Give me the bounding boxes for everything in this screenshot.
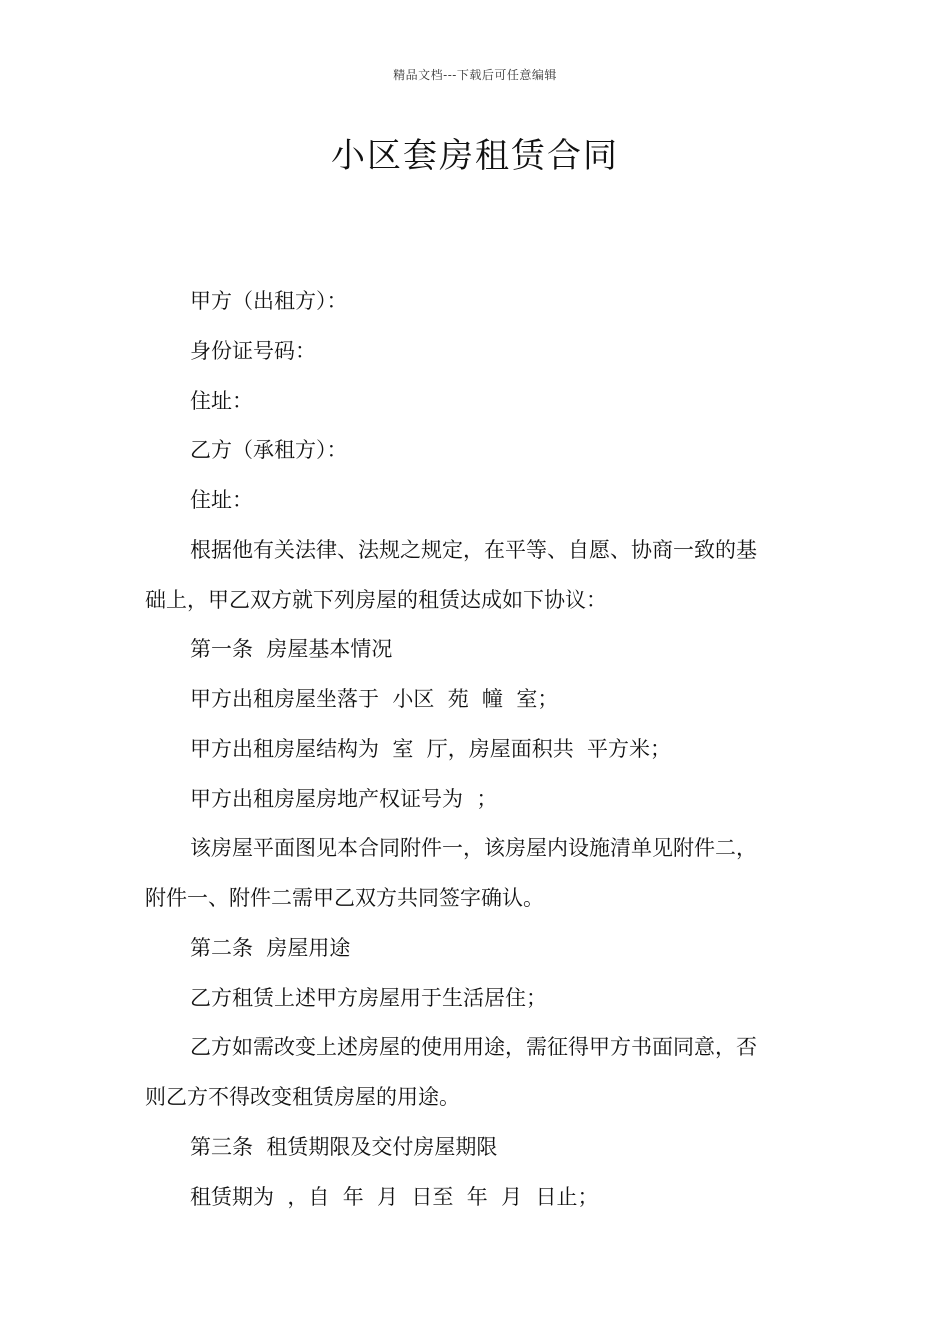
article-1-attachments-1: 该房屋平面图见本合同附件一，该房屋内设施清单见附件二，: [190, 836, 757, 860]
article-1-certificate: 甲方出租房屋房地产权证号为 ；: [190, 787, 498, 811]
party-a-address-line: 住址：: [190, 389, 253, 413]
party-b-address-line: 住址：: [190, 488, 253, 512]
preamble-line-2: 础上，甲乙双方就下列房屋的租赁达成如下协议：: [145, 588, 607, 612]
header-note: 精品文档---下载后可任意编辑: [393, 68, 557, 82]
document-title: 小区套房租赁合同: [331, 136, 619, 176]
party-a-line: 甲方（出租方）：: [190, 289, 348, 313]
article-2-change-2: 则乙方不得改变租赁房屋的用途。: [145, 1085, 460, 1109]
article-3-term: 租赁期为 ，自 年 月 日至 年 月 日止；: [190, 1185, 599, 1209]
article-1-heading: 第一条 房屋基本情况: [190, 637, 393, 661]
article-2-purpose: 乙方租赁上述甲方房屋用于生活居住；: [190, 986, 547, 1010]
preamble-line-1: 根据他有关法律、法规之规定，在平等、自愿、协商一致的基: [190, 538, 757, 562]
id-number-line: 身份证号码：: [190, 339, 316, 363]
article-1-location: 甲方出租房屋坐落于 小区 苑 幢 室；: [190, 687, 559, 711]
article-2-heading: 第二条 房屋用途: [190, 936, 351, 960]
article-3-heading: 第三条 租赁期限及交付房屋期限: [190, 1135, 498, 1159]
article-2-change-1: 乙方如需改变上述房屋的使用用途，需征得甲方书面同意，否: [190, 1035, 757, 1059]
article-1-attachments-2: 附件一、附件二需甲乙双方共同签字确认。: [145, 886, 544, 910]
article-1-structure: 甲方出租房屋结构为 室 厅，房屋面积共 平方米；: [190, 737, 672, 761]
party-b-line: 乙方（承租方）：: [190, 438, 348, 462]
